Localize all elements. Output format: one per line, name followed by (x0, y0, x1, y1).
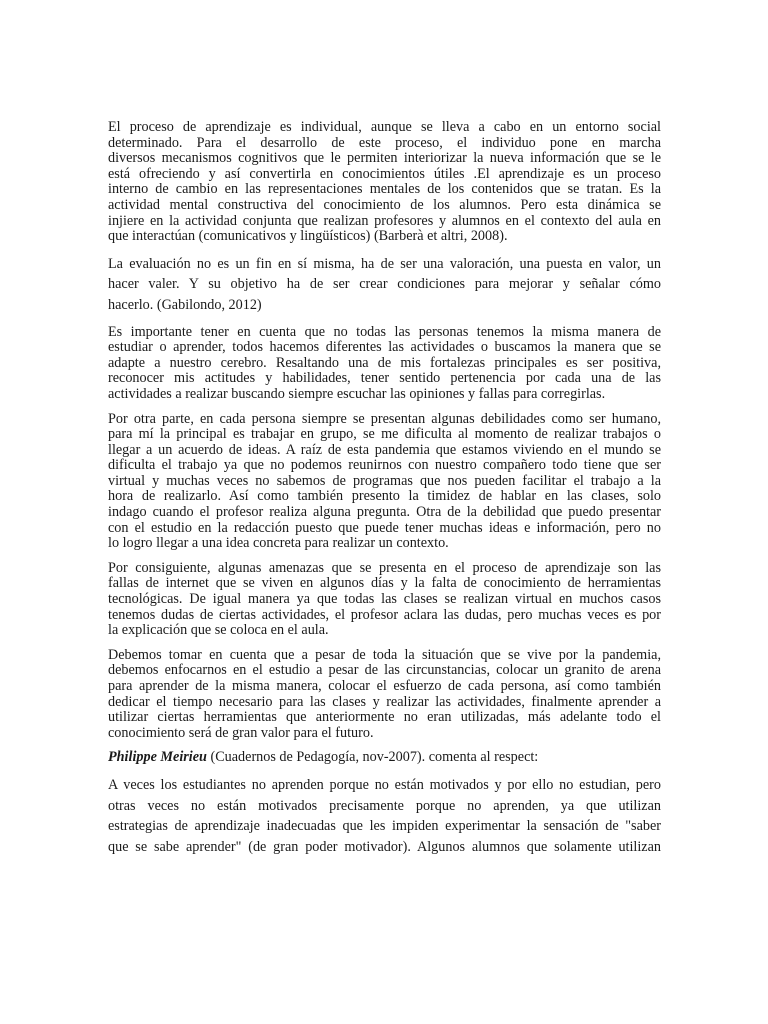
text-line: La evaluación no es un fin en sí misma, ha de ser una valoración, una puesta en valor, un (108, 255, 661, 272)
text-line: tenemos dudas de ciertas actividades, el profesor aclara las dudas, pero muchas veces es por (108, 606, 661, 623)
text-line: virtual y muchas veces no sabemos de programas que nos pueden facilitar el trabajo a la (108, 472, 661, 489)
text-line: actividad mental constructiva del conocimiento de los alumnos. Pero esta dinámica se (108, 196, 661, 213)
paragraph-fortalezas (108, 325, 661, 403)
citation-author: Philippe Meirieu (108, 749, 207, 766)
text-line: actividades a realizar buscando siempre escuchar las opiniones y fallas para corregirlas. (108, 385, 606, 402)
citation-line (108, 750, 661, 766)
text-line: para aprender de la misma manera, colocar el esfuerzo de cada persona, así como también (108, 678, 661, 694)
paragraph-conclusion (108, 648, 661, 742)
text-line: que interactúan (comunicativos y lingüísticos) (Barberà et altri, 2008). (108, 228, 508, 245)
text-line: con el estudio en la redacción puesto que puede tener muchas ideas e información, pero no (108, 519, 661, 536)
text-line: El proceso de aprendizaje es individual, aunque se lleva a cabo en un entorno social (108, 119, 661, 135)
text-line: diversos mecanismos cognitivos que le permiten interiorizar la nueva información que se le (108, 150, 661, 167)
text-line: indago cuando el profesor realiza alguna pregunta. Otra de la debilidad que puedo presentar (108, 504, 661, 521)
text-line: estrategias de aprendizaje inadecuadas que les impiden experimentar la sensación de "saber (108, 818, 661, 835)
document-page (108, 120, 661, 866)
text-line: hacerlo. (Gabilondo, 2012) (108, 296, 262, 313)
text-line: hora de realizarlo. Así como también presento la timidez de hablar en las clases, solo (108, 488, 661, 505)
text-line: Debemos tomar en cuenta que a pesar de toda la situación que se vive por la pandemia, (108, 646, 661, 663)
text-line: utilizar ciertas herramientas que anteriormente no eran utilizadas, más adelante todo el (108, 709, 661, 726)
paragraph-debilidades (108, 412, 661, 552)
text-line: para mí la principal es trabajar en grupo, se me dificulta al momento de realizar trabajos o (108, 426, 661, 443)
text-line (108, 750, 661, 766)
text-line: A veces los estudiantes no aprenden porque no están motivados y por ello no estudian, pero (108, 776, 661, 793)
text-line: Por consiguiente, algunas amenazas que se presenta en el proceso de aprendizaje son las (108, 559, 661, 576)
paragraph-aprendizaje (108, 120, 661, 245)
text-line: la explicación que se coloca en el aula. (108, 622, 329, 639)
text-line: llegar a un acuerdo de ideas. A raíz de esta pandemia que estamos viviendo en el mundo se (108, 441, 661, 458)
text-line: lo logro llegar a una idea concreta para realizar un contexto. (108, 535, 449, 552)
text-line: hacer valer. Y su objetivo ha de ser crear condiciones para mejorar y señalar cómo (108, 276, 661, 293)
text-line: dedicar el tiempo necesario para las clases y realizar las actividades, finalmente aprender a (108, 693, 661, 710)
citation-source: (Cuadernos de Pedagogía, nov-2007). comenta al respect: (206, 749, 539, 766)
text-line: interno de cambio en las representaciones mentales de los contenidos que se tratan. Es la (108, 181, 661, 198)
text-line: dificulta el trabajo ya que no podemos reunirnos con nuestro compañero todo tiene que ser (108, 457, 661, 474)
text-line: Por otra parte, en cada persona siempre se presentan algunas debilidades como ser humano, (108, 410, 661, 427)
text-line: está ofreciendo y así convertirla en conocimientos útiles .El aprendizaje es un proceso (108, 165, 661, 182)
text-line: Es importante tener en cuenta que no todas las personas tenemos la misma manera de (108, 323, 661, 340)
text-line: debemos enfocarnos en el estudio a pesar de las circunstancias, colocar un granito de arena (108, 662, 661, 679)
text-line: que se sabe aprender" (de gran poder motivador). Algunos alumnos que solamente utilizan (108, 838, 661, 855)
text-line: adapte a nuestro cerebro. Resaltando una de mis fortalezas principales es ser positiva, (108, 354, 661, 371)
text-line: fallas de internet que se viven en algunos días y la falta de conocimiento de herramientas (108, 575, 661, 592)
text-line: injiere en la actividad conjunta que realizan profesores y alumnos en el contexto del aula en (108, 212, 661, 229)
text-line: conocimiento será de gran valor para el futuro. (108, 724, 374, 741)
text-line: reconocer mis actitudes y habilidades, tener sentido pertenencia por cada una de las (108, 370, 661, 387)
text-line: estudiar o aprender, todos hacemos diferentes las actividades o buscamos la manera que se (108, 339, 661, 356)
text-line: determinado. Para el desarrollo de este proceso, el individuo pone en marcha (108, 134, 661, 151)
paragraph-amenazas (108, 561, 661, 639)
paragraph-quote (108, 775, 661, 857)
text-line: otras veces no están motivados precisamente porque no aprenden, ya que utilizan (108, 797, 661, 814)
paragraph-evaluacion (108, 254, 661, 316)
text-line: tecnológicas. De igual manera ya que todas las clases se realizan virtual en muchos casos (108, 591, 661, 608)
